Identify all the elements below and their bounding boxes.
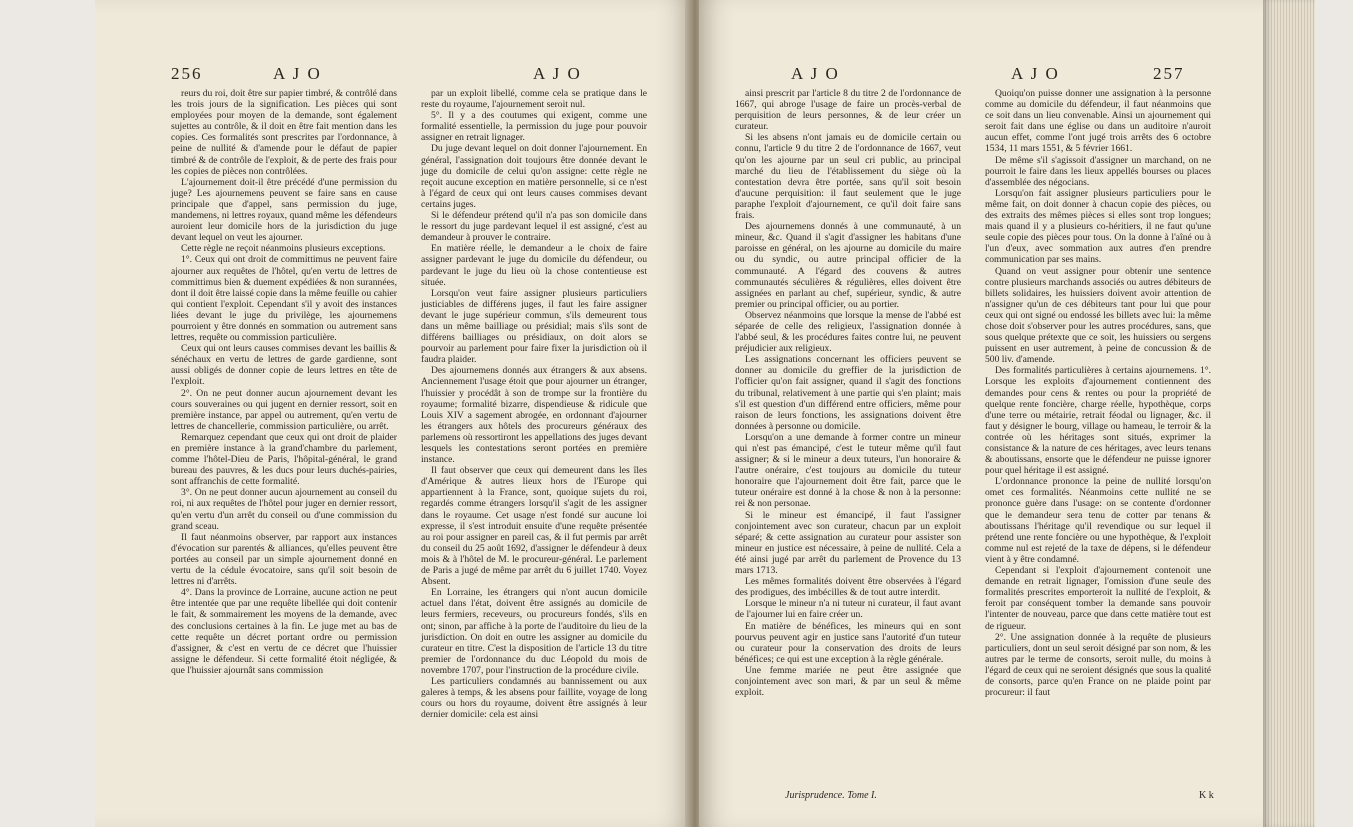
paragraph: Des ajournemens donnés à une communauté, à un mineur, &c. Quand il s'agit d'assigner les habitans d'une paroisse en général, on les ajourne au domicile du maire ou du syndic, ou autre principal officier de la communauté. A l'égard des couvens & autres communautés séculières & régulières, elles doivent être assignées en parlant au chef, supérieur, syndic, & autre premier ou principal officier, ou au portier. xyxy=(735,221,961,310)
right-head-word-center: A J O xyxy=(791,64,840,83)
paragraph: Les assignations concernant les officiers peuvent se donner au domicile du greffier de la jurisdiction de l'officier qu'on fait assigner, quand il s'agit des fonctions du tribunal, relativement à une partie qui s'en plaint; mais s'il est question d'un différend entre officiers, même pour raison de leurs fonctions, les assignations doivent être données à personne ou domicile. xyxy=(735,354,961,432)
paragraph: 2°. Une assignation donnée à la requête de plusieurs particuliers, dont un seul seroit désigné par son nom, & les autres par le terme de consorts, seroit nulle, du moins à l'égard de ceux qui ne seroient désignés que sous la qualité de consorts, parce qu'en France on ne plaide point par procureur: il faut xyxy=(985,631,1211,699)
paragraph: Cependant si l'exploit d'ajournement contenoit une demande en retrait lignager, l'omission d'une seule des formalités prescrites emporteroit la nullité de l'exploit, & feroit par conséquent tomber la demande sans pouvoir l'intenter de nouveau, parce que dans cette matière tout est de rigueur. xyxy=(985,565,1211,632)
paragraph: L'ordonnance prononce la peine de nullité lorsqu'on omet ces formalités. Néanmoins cette nullité ne se prononce guère dans l'usage: on se contente d'ordonner que le demandeur sera tenu de cotter par tenans & aboutissans l'héritage qu'il revendique ou sur lequel il prétend une rente foncière ou une hypothèque, & l'exploit comme nul est rejeté de la taxe de dépens, si le défendeur vient à y être condamné. xyxy=(985,476,1211,565)
paragraph: ainsi prescrit par l'article 8 du titre 2 de l'ordonnance de 1667, qui abroge l'usage de faire un procès-verbal de perquisition de leurs personnes, & de leur créer un curateur. xyxy=(735,88,961,133)
paragraph: Cette règle ne reçoit néanmoins plusieurs exceptions. xyxy=(181,243,386,255)
paragraph: Lorsque le mineur n'a ni tuteur ni curateur, il faut avant de l'ajourner lui en faire créer un. xyxy=(735,598,961,621)
paragraph: Si le défendeur prétend qu'il n'a pas son domicile dans le ressort du juge pardevant lequel il est assigné, c'est au demandeur à prouver le contraire. xyxy=(421,210,647,244)
paragraph: Si le mineur est émancipé, il faut l'assigner conjointement avec son curateur, chacun par un exploit séparé; & cette assignation au curateur pour assister son mineur en justice est nécessaire, à peine de nullité. Cela a été ainsi jugé par arrêt du parlement de Provence du 13 mars 1713. xyxy=(735,509,961,577)
paragraph: En Lorraine, les étrangers qui n'ont aucun domicile actuel dans l'état, doivent être assignés au domicile de leurs fermiers, receveurs, ou procureurs fondés, s'ils en ont; sinon, par affiche à la porte de l'auditoire du lieu de la jurisdiction. On doit en outre les assigner au domicile du curateur en titre. C'est la disposition de l'article 13 du titre premier de l'ordonnance du duc Léopold du mois de novembre 1707, pour l'instruction de la procédure civile. xyxy=(421,587,647,676)
paragraph: Du juge devant lequel on doit donner l'ajournement. En général, l'assignation doit toujours être donnée devant le juge du domicile de celui qu'on assigne: cette règle ne reçoit aucune exception en matière personnelle, si ce n'est à l'égard de ceux qui ont leurs causes commises devant certains juges. xyxy=(421,143,647,210)
left-column-1 xyxy=(171,88,397,676)
paragraph: En matière de bénéfices, les mineurs qui en sont pourvus peuvent agir en justice sans l'autorité d'un tuteur ou curateur pour la conservation des droits de leurs bénéfices; ce qui est une exception à la règle générale. xyxy=(735,620,961,665)
paragraph: Remarquez cependant que ceux qui ont droit de plaider en première instance à la grand'chambre du parlement, comme l'hôtel-Dieu de Paris, l'hôpital-général, le grand bureau des pauvres, & les ducs pour leurs duchés-pairies, sont affranchis de cette formalité. xyxy=(171,431,397,488)
left-page-number: 256 xyxy=(171,64,203,83)
paragraph: L'ajournement doit-il être précédé d'une permission du juge? Les ajournemens peuvent se faire sans en cause principale que d'appel, sans permission du juge, mandemens, ni lettres royaux, quand même les défendeurs auroient leur domicile hors de la jurisdiction du juge devant lequel on veut les ajourner. xyxy=(171,176,397,244)
paragraph: Lorsqu'on fait assigner plusieurs particuliers pour le même fait, on doit donner à chacun copie des pièces, ou des extraits des mêmes pièces si elles sont trop longues; mais quand il y a plusieurs co-héritiers, il ne faut qu'une seule copie des pièces pour tous. On la donne à l'aîné ou à l'un d'eux, avec sommation aux autres d'en prendre communication par ses mains. xyxy=(985,187,1211,266)
right-page-number: 257 xyxy=(1153,64,1185,83)
paragraph: Ceux qui ont leurs causes commises devant les baillis & sénéchaux en vertu de lettres de garde gardienne, sont aussi obligés de donner copie de leurs lettres en tête de l'exploit. xyxy=(171,343,397,388)
page-edges xyxy=(1263,0,1315,827)
left-page xyxy=(95,0,691,827)
right-head-word-right: A J O xyxy=(1011,64,1060,83)
paragraph: En matière réelle, le demandeur a le choix de faire assigner pardevant le juge du domicile du défendeur, ou pardevant le juge du lieu où la chose contentieuse est située. xyxy=(421,243,647,288)
paragraph: Les particuliers condamnés au bannissement ou aux galeres à temps, & les absens pour faillite, voyage de long cours ou hors du royaume, doivent être assignés à leur dernier domicile: cela est ainsi xyxy=(421,675,647,721)
left-running-head xyxy=(95,64,691,90)
paragraph: 4°. Dans la province de Lorraine, aucune action ne peut être intentée que par une requête libellée qui doit contenir le fait, & sommairement les moyens de la demande, avec des conclusions certaines à la fin. Le juge met au bas de cette requête un décret portant ordre ou permission d'assigner, & c'est en vertu de ce décret que l'huissier assigne le défendeur. Si cette formalité étoit négligée, & que l'huissier ajournât sans commission xyxy=(171,587,397,676)
left-head-word-center: A J O xyxy=(533,64,582,83)
paragraph: Lorsqu'on veut faire assigner plusieurs particuliers justiciables de différens juges, il faut les faire assigner devant le juge supérieur commun, s'ils demeurent tous dans un même bailliage ou présidial; mais s'ils sont de différens bailliages ou présidiaux, on doit alors se pourvoir au parlement pour faire fixer la jurisdiction où il faudra plaider. xyxy=(421,287,647,366)
paragraph: Observez néanmoins que lorsque la mense de l'abbé est séparée de celle des religieux, l'assignation donnée à l'abbé seul, & les procédures faites contre lui, ne peuvent préjudicier aux religieux. xyxy=(735,309,961,355)
paragraph: 1°. Ceux qui ont droit de committimus ne peuvent faire ajourner aux requêtes de l'hôtel, qu'en vertu de lettres de committimus bien & duement expédiées & non surannées, dont il doit être laissé copie dans la même feuille ou cahier qui contient l'exploit. Cependant s'il y avoit des instances liées devant le juge du privilège, les ajournemens pourroient y être donnés en sommation ou autrement sans lettres, requête ou commission particulière. xyxy=(171,254,397,344)
paragraph: Lorsqu'on a une demande à former contre un mineur qui n'est pas émancipé, c'est le tuteur même qu'il faut assigner; & si le mineur a deux tuteurs, l'un honoraire & l'autre onéraire, c'est toujours au domicile du tuteur honoraire que l'ajournement doit être fait, parce que le tuteur onéraire est donné à la chose & non à la personne: rei & non personae. xyxy=(735,431,961,510)
paragraph: Des ajournemens donnés aux étrangers & aux absens. Anciennement l'usage étoit que pour ajourner un étranger, l'huissier y procédât à son de trompe sur la frontière du royaume; formalité bizarre, dispendieuse & ridicule que Louis XIV a sagement abrogée, en ordonnant d'ajourner les étrangers aux hôtels des procureurs généraux des parlemens où ressortiront les appellations des juges devant lesquels les contestations seront portées en première instance. xyxy=(421,365,647,466)
paragraph: Les mêmes formalités doivent être observées à l'égard des prodigues, des imbécilles & de tout autre interdit. xyxy=(735,576,961,599)
paragraph: Il faut observer que ceux qui demeurent dans les îles d'Amérique & autres lieux hors de l'Europe qui appartiennent à la France, sont, quoique sujets du roi, regardés comme étrangers lorsqu'il s'agit de les assigner dans le royaume. Cet usage n'est fondé sur aucune loi expresse, il s'est introduit ensuite d'une requête présentée au roi pour assigner en pareil cas, & il fut permis par arrêt du conseil du 25 août 1692, d'assigner le défendeur à deux mois & à l'hôtel de M. le procureur-général. Le parlement de Paris a jugé de même par arrêt du 6 juillet 1740. Voyez Absent. xyxy=(421,465,647,588)
paragraph: Une femme mariée ne peut être assignée que conjointement avec son mari, & par un seul & même exploit. xyxy=(735,664,961,699)
paragraph: Quand on veut assigner pour obtenir une sentence contre plusieurs marchands associés ou autres débiteurs de billets solidaires, les huissiers doivent avoir attention de n'assigner qu'un de ces débiteurs tant pour lui que pour ceux qui ont signé ou endossé les billets avec lui: la même chose doit s'observer pour les autres procédures, sans, que sous quelque prétexte que ce soit, les huissiers ou sergens puissent en user autrement, à peine de concussion & de 500 liv. d'amende. xyxy=(985,265,1211,366)
paragraph: reurs du roi, doit être sur papier timbré, & contrôlé dans les trois jours de la signification. Les pièces qui sont employées pour moyen de la demande, sont également sujettes au contrôle, & il doit en être fait mention dans les copies. Ces formalités sont prescrites par l'ordonnance, à peine de nullité & d'amende pour le défaut de papier timbré & de contrôle de l'exploit, & de perte des frais pour les copies de pièces non contrôlées. xyxy=(171,88,397,177)
footer-volume: Jurisprudence. Tome I. xyxy=(785,790,877,801)
paragraph: 3°. On ne peut donner aucun ajournement au conseil du roi, ni aux requêtes de l'hôtel pour juger en dernier ressort, qu'en vertu d'un arrêt du conseil ou d'une commission du grand sceau. xyxy=(171,487,397,532)
paragraph: 2°. On ne peut donner aucun ajournement devant les cours souveraines ou qui jugent en dernier ressort, soit en première instance, par appel ou autrement, qu'en vertu de lettres de chancellerie, commission particulière, ou arrêt. xyxy=(171,387,397,432)
footer-signature: K k xyxy=(1199,790,1214,801)
paragraph: Des formalités particulières à certains ajournemens. 1°. Lorsque les exploits d'ajournement contiennent des demandes pour cens & rentes ou pour la propriété de quelque rente foncière, charge réelle, hypothèque, corps d'une terre ou métairie, retrait féodal ou lignager, &c. il faut y désigner le bourg, village ou hameau, le terroir & la contrée où les héritages sont situés, exprimer la consistance & la nature de ces héritages, avec leurs tenans & aboutissans, ensorte que le défendeur ne puisse ignorer pour quel héritage il est assigné. xyxy=(985,365,1211,477)
right-running-head xyxy=(699,64,1315,90)
open-book xyxy=(95,0,1315,827)
paragraph: par un exploit libellé, comme cela se pratique dans le reste du royaume, l'ajournement seroit nul. xyxy=(421,88,647,111)
left-head-word-left: A J O xyxy=(273,64,322,83)
paragraph: Si les absens n'ont jamais eu de domicile certain ou connu, l'article 9 du titre 2 de l'ordonnance de 1667, veut qu'on les ajourne par un seul cri public, au principal marché du lieu de l'établissement du siège où la contestation devra être portée, sans qu'il soit besoin d'aucune perquisition: il faut seulement que le juge paraphe l'exploit d'ajournement, ce qu'il doit faire sans frais. xyxy=(735,132,961,222)
left-column-2 xyxy=(421,88,647,720)
paragraph: Il faut néanmoins observer, par rapport aux instances d'évocation sur parentés & alliances, qu'elles peuvent être portées au conseil par un simple ajournement donné en vertu de la cédule évocatoire, sans qu'il soit besoin de lettres ni d'arrêts. xyxy=(171,531,397,588)
paragraph: De même s'il s'agissoit d'assigner un marchand, on ne pourroit le faire dans les lieux appellés bourses ou places d'assemblée des négocians. xyxy=(985,154,1211,188)
right-page xyxy=(699,0,1315,827)
right-column-2 xyxy=(985,88,1211,698)
paragraph: Quoiqu'on puisse donner une assignation à la personne comme au domicile du défendeur, il faut néanmoins que ce soit dans un lieu convenable. Ainsi un ajournement qui seroit fait dans une église ou dans un auditoire n'auroit aucun effet, comme l'ont jugé trois arrêts des 6 octobre 1534, 11 mars 1551, & 5 février 1661. xyxy=(985,88,1211,155)
right-column-1 xyxy=(735,88,961,698)
paragraph: 5°. Il y a des coutumes qui exigent, comme une formalité essentielle, la permission du juge pour pouvoir assigner en retrait lignager. xyxy=(421,110,647,144)
